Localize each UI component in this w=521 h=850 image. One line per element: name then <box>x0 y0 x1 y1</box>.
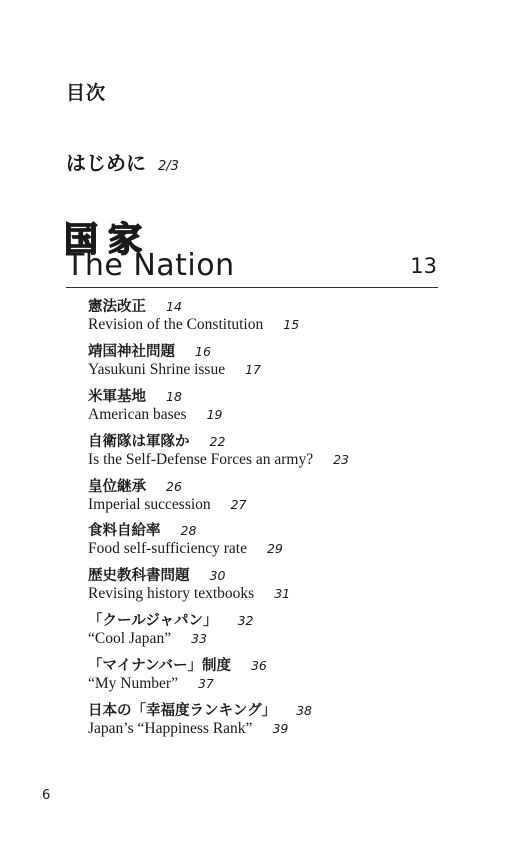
entry-jp-page: 36 <box>250 658 267 674</box>
toc-entry <box>88 699 488 744</box>
entry-en-title: Yasukuni Shrine issue <box>88 360 226 378</box>
entry-en-title: Is the Self-Defense Forces an army? <box>88 450 314 468</box>
entry-en-page: 37 <box>197 676 214 692</box>
entry-en-page: 19 <box>206 406 223 422</box>
toc-entry <box>88 519 488 564</box>
entry-jp-title: 自衛隊は軍隊か <box>88 433 190 450</box>
entry-en-page: 29 <box>266 541 283 557</box>
toc-entry <box>88 654 488 699</box>
entry-jp-title: 米軍基地 <box>88 388 146 405</box>
entry-en-page: 39 <box>272 721 289 737</box>
entry-en-page: 27 <box>230 496 247 512</box>
entry-jp-title: 靖国神社問題 <box>88 343 175 360</box>
entry-en-title: Revising history textbooks <box>88 585 255 603</box>
entry-jp-title: 「マイナンバー」制度 <box>88 658 231 675</box>
chapter-title-en: The Nation <box>66 248 235 283</box>
toc-entry <box>88 295 488 340</box>
entry-jp-page: 16 <box>195 343 211 359</box>
entry-jp-page: 38 <box>296 703 312 719</box>
toc-entry <box>88 475 488 520</box>
entry-jp-page: 30 <box>209 568 226 584</box>
toc-entry <box>88 430 488 475</box>
entry-en-title: Japan’s “Happiness Rank” <box>88 720 253 738</box>
toc-entry <box>88 385 488 430</box>
entry-jp-title: 憲法改正 <box>88 299 146 315</box>
intro-pages: 2/3 <box>158 159 179 174</box>
chapter-page-number: 13 <box>410 254 437 278</box>
entry-en-page: 17 <box>245 361 261 377</box>
entry-en-title: American bases <box>88 405 187 423</box>
toc-entry <box>88 609 488 654</box>
entry-jp-page: 14 <box>166 299 182 314</box>
chapter-title-jp: 国家 <box>64 220 152 260</box>
entry-en-title: Imperial succession <box>88 495 211 513</box>
toc-entry <box>88 564 488 609</box>
entry-en-page: 31 <box>274 586 291 602</box>
intro-title: はじめに <box>66 151 146 175</box>
intro-entry <box>66 147 179 176</box>
entry-jp-title: 日本の「幸福度ランキング」 <box>88 703 277 720</box>
entry-jp-title: 食料自給率 <box>88 523 161 540</box>
chapter-divider <box>66 287 438 288</box>
entry-en-page: 23 <box>333 451 349 467</box>
entry-jp-page: 22 <box>209 433 226 449</box>
toc-title: 目次 <box>66 82 107 104</box>
entry-jp-page: 26 <box>166 478 182 494</box>
entry-en-title: “Cool Japan” <box>88 630 172 648</box>
entry-jp-page: 28 <box>180 523 197 539</box>
entry-jp-title: 歴史教科書問題 <box>88 568 190 585</box>
entry-en-title: Revision of the Constitution <box>88 316 264 333</box>
toc-entry-list <box>88 295 488 744</box>
entry-jp-title: 「クールジャパン」 <box>88 613 218 630</box>
entry-en-title: Food self-sufficiency rate <box>88 540 247 558</box>
entry-en-page: 15 <box>283 317 300 332</box>
entry-jp-page: 18 <box>166 388 182 404</box>
toc-entry <box>88 340 488 385</box>
entry-jp-title: 皇位継承 <box>88 478 146 495</box>
entry-en-title: “My Number” <box>88 675 178 693</box>
entry-en-page: 33 <box>191 631 207 647</box>
entry-jp-page: 32 <box>237 613 254 629</box>
page-number: 6 <box>42 788 51 803</box>
